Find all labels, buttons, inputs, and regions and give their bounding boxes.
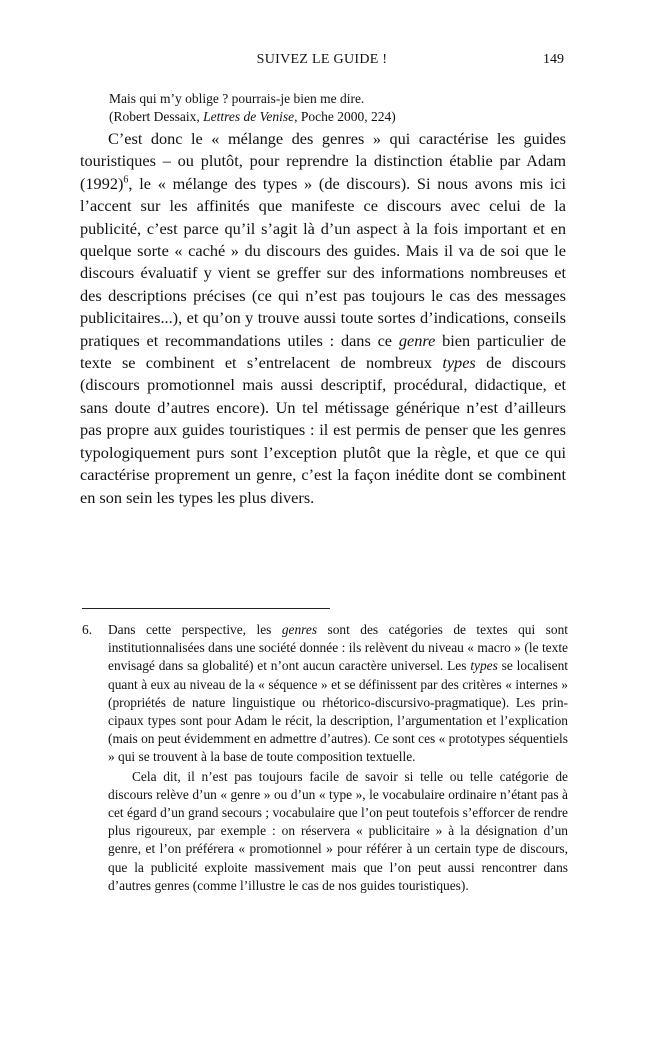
footnote-paragraph: Cela dit, il n’est pas toujours facile de savoir si telle ou telle catégorie de discours relève d’un « genre » ou d’un « type », le vocabulaire ordinaire n’étant pas à cet égard d’un grand secours ; vocabulaire que l’on peut toutefois s’efforcer de rendre plus rigoureux, par exemple : on réservera « publicitaire » à la désignation d’un genre, et l’on préférera « promotionnel » pour référer à un certain type de discours, que la publicité exploite massivement mais que l’on peut aussi rencontrer dans d’autres genres (comme l’illustre le cas de nos guides touristiques). [108, 768, 568, 893]
epigraph-source: (Robert Dessaix, Lettres de Venise, Poche 2000, 224) [109, 108, 396, 124]
epigraph-quote: Mais qui m’y oblige ? pourrais-je bien me dire. [109, 91, 365, 106]
footnote [82, 621, 568, 895]
footnotes [82, 621, 568, 895]
running-title: SUIVEZ LE GUIDE ! [256, 52, 388, 67]
body-text [80, 128, 566, 509]
footnote-separator [82, 608, 330, 609]
epigraph [109, 90, 569, 125]
footnote-paragraph: Dans cette perspective, les genres sont des catégories de textes qui sont institutionnalisées dans une société donnée : ils relèvent du niveau « macro » (le texte envisagé dans sa globalité) et n’ont aucun caractère universel. Les types se localisent quant à eux au niveau de la « séquence » et se définissent par des critères « internes » (propriétés de nature linguistique ou rhétorico-discursivo-pragmatique). Les principaux types sont pour Adam le récit, la description, l’argumentation et l’explication (mais on peut évidemment en admettre d’autres). Ce sont ces « prototypes séquentiels » qui se trouvent à la base de toute composition textuelle. [108, 622, 569, 765]
epigraph-source-title: Lettres de Venise [203, 108, 295, 124]
page-number: 149 [543, 52, 564, 67]
footnote-number: 6. [82, 622, 93, 637]
footnote-reference[interactable]: 6 [123, 174, 129, 186]
running-head [80, 52, 564, 72]
body-paragraph: C’est donc le « mélange des genres » qui caractérise les guides touristiques – ou plutôt, pour reprendre la distinction établie par Adam $(1992)^6$, le « mélange des types » (de discours). Si nous avons mis ici l’accent sur les affinités que manifeste ce discours avec celui de la publicité, c’est parce qu’il s’agit là d’un aspect à la fois important et en quelque sorte « caché » du discours des guides. Mais il va de soi que le discours évaluatif y vient se greffer sur des informations nombreuses et des descriptions précises (ce qui n’est pas toujours le cas des messages publicitaires...), et qu’on y trouve aussi toute sortes d’indications, conseils pratiques et recommandations utiles : dans ce genre bien particulier de texte se combinent et s’entrelacent de nombreux types de discours (discours promotionnel mais aussi descriptif, procédural, didactique, et sans doute d’autres encore). Un tel métissage générique n’est d’ailleurs pas propre aux guides touristiques : il est permis de penser que les genres typologiquement purs sont l’exception plutôt que la règle, et que ce qui caractérise proprement un genre, c’est la façon inédite dont se combinent en son sein les types les plus divers. [80, 129, 566, 507]
